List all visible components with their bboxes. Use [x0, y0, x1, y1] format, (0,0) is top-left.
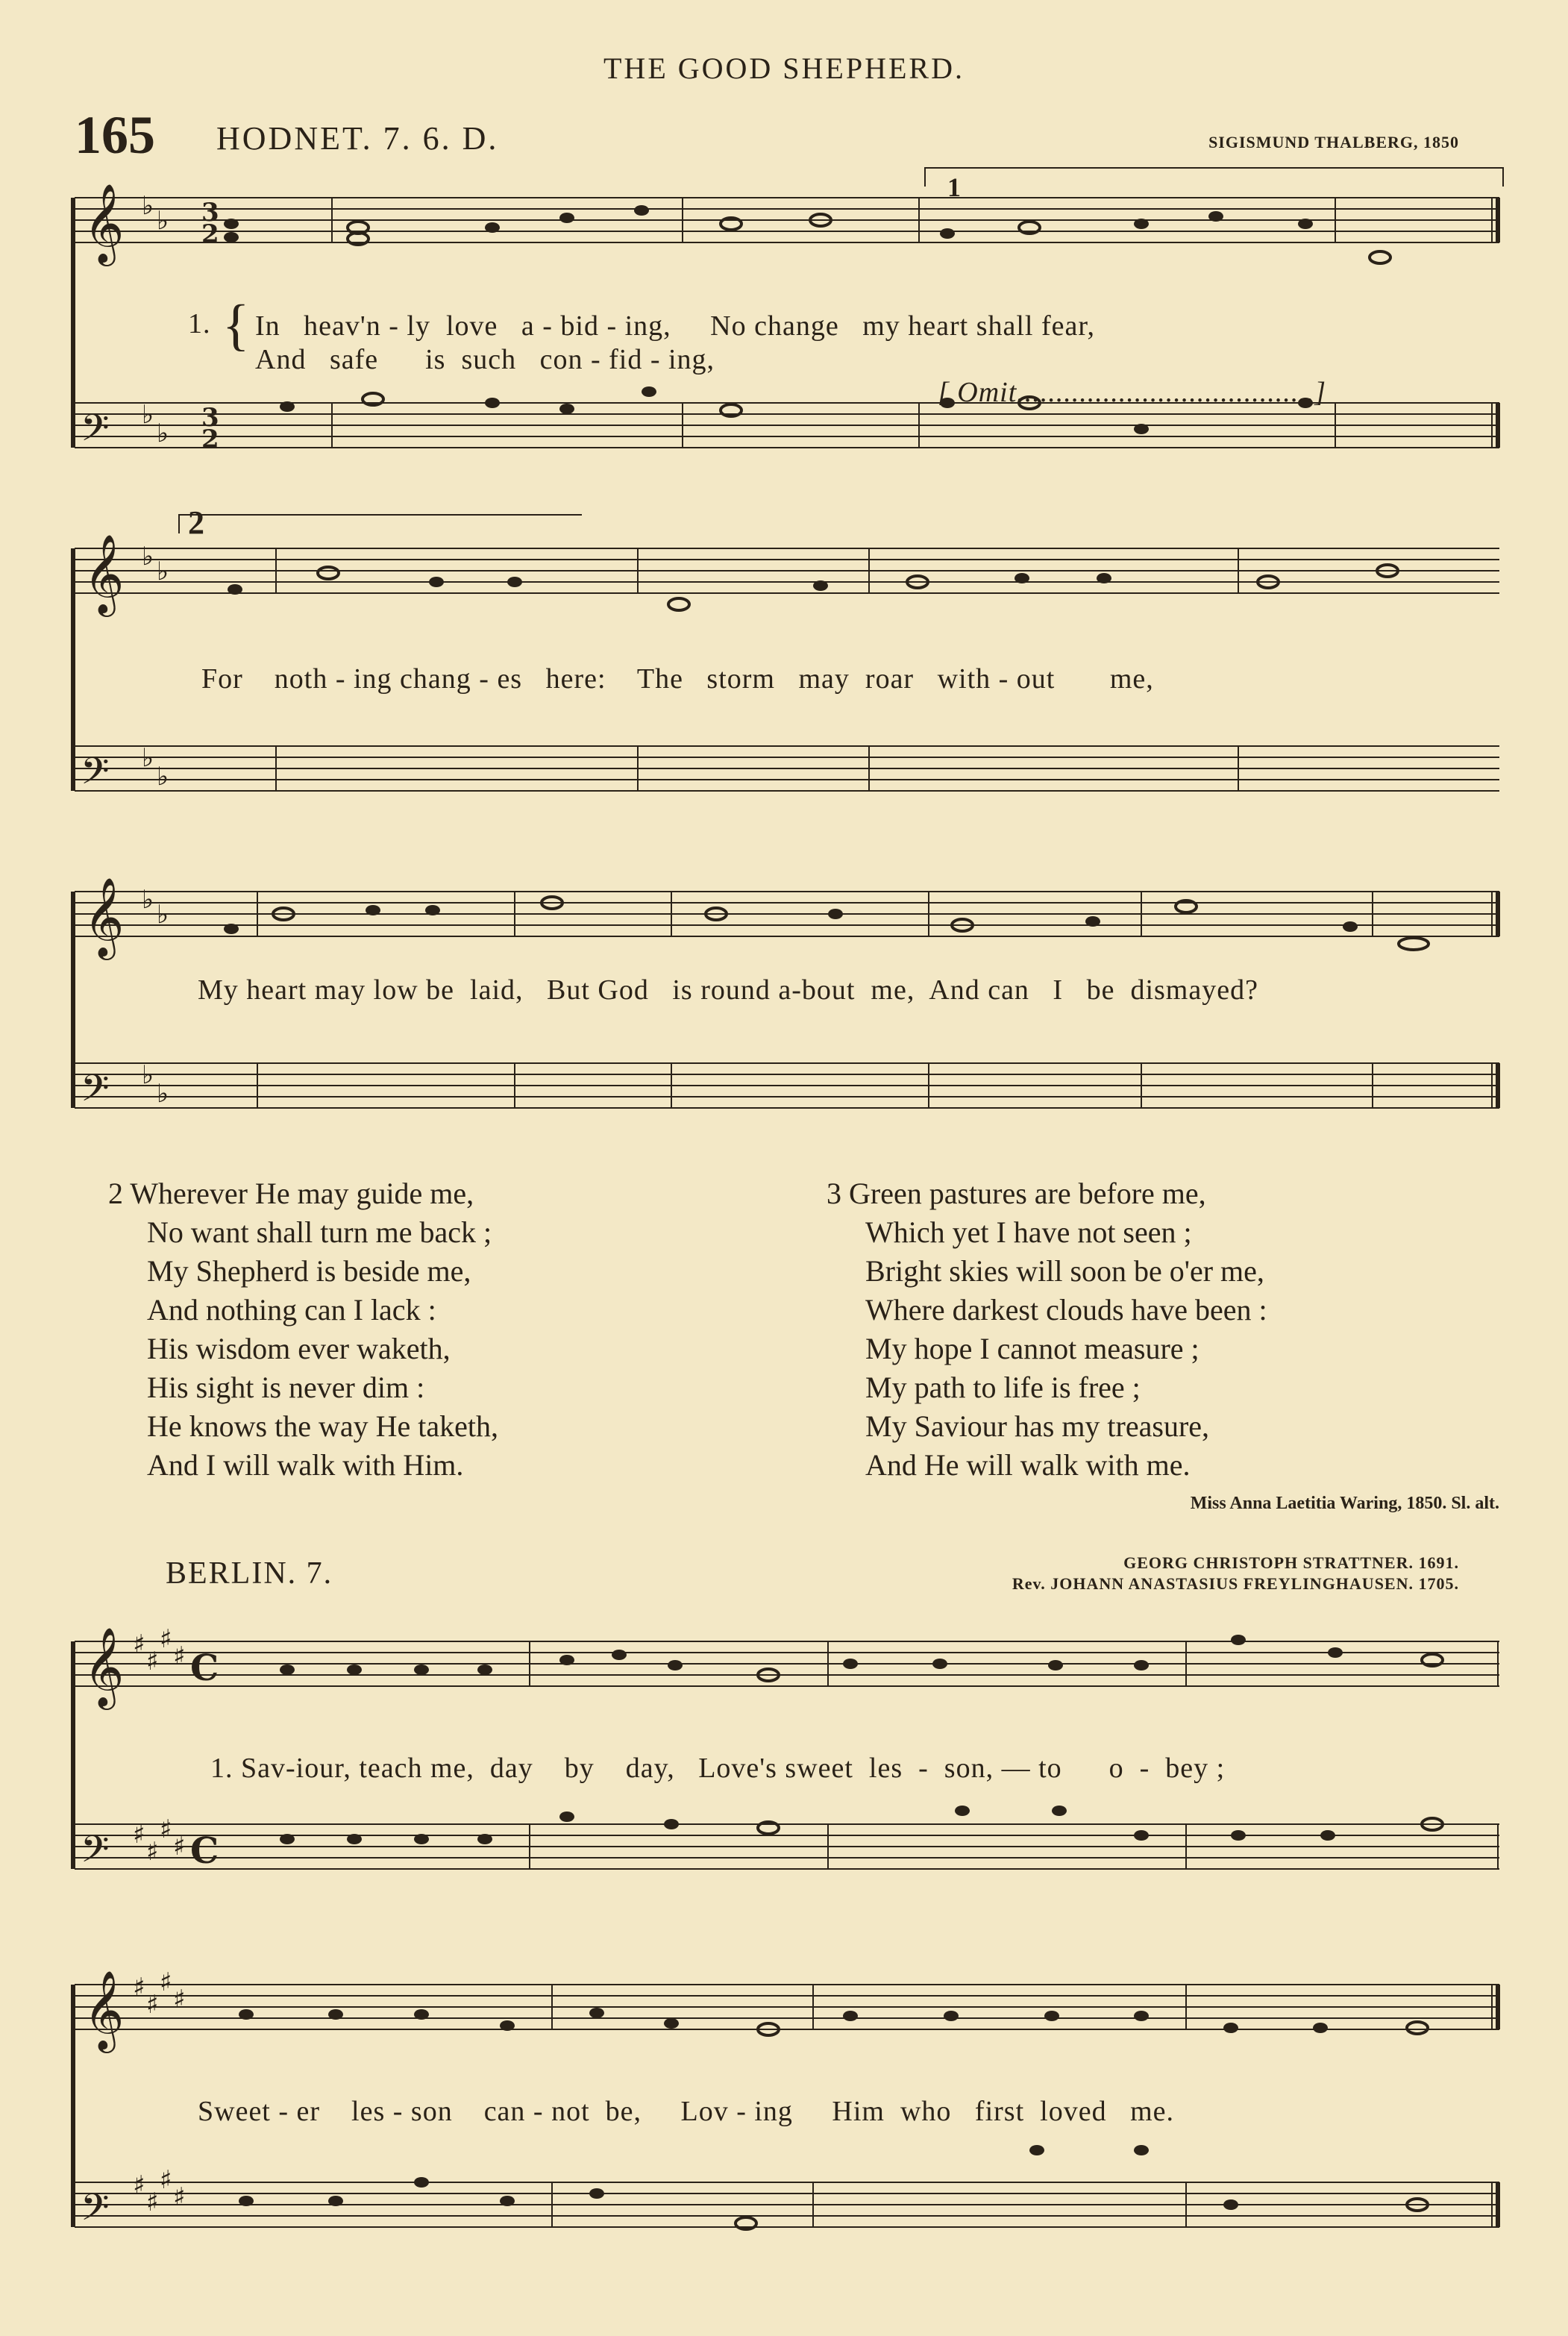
ending-2-label: 2 [188, 504, 204, 541]
svg-text:♯: ♯ [146, 1647, 159, 1676]
svg-text:3: 3 [201, 198, 219, 228]
verse-3-line: Which yet I have not seen ; [865, 1215, 1192, 1249]
svg-text:3: 3 [201, 403, 219, 433]
berlin-lyrics-1: 1. Sav-iour, teach me, day by day, Love's sweet les - son, — to o - bey ; [210, 1753, 1226, 1784]
treble-clef-icon: 𝄞 [84, 1626, 125, 1706]
svg-text:2: 2 [201, 425, 219, 454]
time-signatures [190, 198, 219, 1872]
svg-text:C: C [190, 1647, 219, 1689]
treble-clef-icon: 𝄞 [84, 533, 125, 613]
svg-text:♯: ♯ [173, 1641, 186, 1671]
final-bar-lines [1492, 198, 1498, 2227]
berlin-credit-1: GEORG CHRISTOPH STRATTNER. 1691. [1123, 1553, 1459, 1572]
system-3-bass [75, 1063, 1499, 1108]
bass-clef-icon: 𝄢 [81, 750, 110, 802]
tune-title-berlin: BERLIN. 7. [166, 1556, 333, 1591]
svg-text:♯: ♯ [133, 1973, 145, 2002]
system-1-treble [75, 198, 1499, 242]
bass-clef-icon: 𝄢 [81, 407, 110, 459]
svg-text:♭: ♭ [157, 1079, 169, 1109]
svg-text:♯: ♯ [160, 2165, 172, 2195]
svg-text:♯: ♯ [133, 1820, 145, 1850]
verse-2 [108, 1174, 498, 1485]
verse-3-line: My Saviour has my treasure, [865, 1409, 1210, 1443]
page-heading: THE GOOD SHEPHERD. [603, 51, 965, 85]
svg-text:2: 2 [201, 219, 219, 249]
lyrics-system-1-line-1: In heav'n - ly love a - bid - ing, No change my heart shall fear, [255, 310, 1095, 342]
svg-text:♭: ♭ [157, 762, 169, 792]
bass-clef-icon: 𝄢 [81, 1828, 110, 1880]
svg-text:♭: ♭ [142, 542, 154, 572]
lyrics-system-2: For noth - ing chang - es here: The storm may roar with - out me, [201, 663, 1154, 695]
verse-3-line: Bright skies will soon be o'er me, [865, 1254, 1264, 1288]
omit-marker [922, 343, 1326, 409]
berlin-lyrics-2: Sweet - er les - son can - not be, Lov - ing Him who first loved me. [198, 2096, 1174, 2127]
berlin-system-1-treble [75, 1641, 1499, 1686]
svg-text:♭: ♭ [157, 206, 169, 236]
verse-2-line: No want shall turn me back ; [147, 1215, 492, 1249]
verse-3-line: My path to life is free ; [865, 1371, 1141, 1404]
system-2-treble [75, 548, 1499, 593]
svg-text:♯: ♯ [160, 1624, 172, 1654]
verse-2-line: My Shepherd is beside me, [147, 1254, 471, 1288]
svg-text:♯: ♯ [160, 1814, 172, 1844]
author-credit: Miss Anna Laetitia Waring, 1850. Sl. alt. [1190, 1494, 1499, 1513]
hymn-number: 165 [75, 105, 155, 165]
verse-2-line: His sight is never dim : [147, 1371, 425, 1404]
system-3-treble [75, 892, 1499, 936]
svg-text:♭: ♭ [157, 557, 169, 586]
svg-text:♯: ♯ [133, 2170, 145, 2200]
verse-number-1: 1. [188, 308, 211, 339]
svg-text:♭: ♭ [157, 419, 169, 448]
svg-text:♯: ♯ [160, 1967, 172, 1997]
svg-text:♭: ♭ [142, 743, 154, 773]
ending-1-label: 1 [947, 172, 961, 202]
lyric-brace-left: { [222, 294, 250, 357]
verse-2-line: And I will walk with Him. [147, 1448, 464, 1482]
bass-clef-icon: 𝄢 [81, 2186, 110, 2238]
composer-credit: SIGISMUND THALBERG, 1850 [1208, 133, 1459, 151]
verse-2-line: His wisdom ever waketh, [147, 1332, 451, 1365]
svg-text:C: C [190, 1830, 219, 1872]
verse-3-line: And He will walk with me. [865, 1448, 1191, 1482]
omit-fill: ...................................... [1017, 377, 1315, 408]
berlin-system-2-bass [75, 2182, 1499, 2227]
svg-text:♯: ♯ [173, 1832, 186, 1861]
svg-text:♯: ♯ [173, 2182, 186, 2212]
svg-text:♭: ♭ [142, 1060, 154, 1090]
svg-text:♯: ♯ [146, 1837, 159, 1867]
treble-clef-icon: 𝄞 [84, 877, 125, 956]
omit-close: ] [1314, 377, 1327, 408]
verse-2-line: He knows the way He taketh, [147, 1409, 498, 1443]
lyrics-system-3: My heart may low be laid, But God is round a-bout me, And can I be dismayed? [198, 974, 1258, 1006]
verse-3-line: My hope I cannot measure ; [865, 1332, 1199, 1365]
berlin-system-2-treble [75, 1985, 1499, 2029]
berlin-system-1-bass [75, 1824, 1499, 1869]
lyrics-system-1-line-2: And safe is such con - fid - ing, [255, 344, 715, 375]
svg-text:♭: ♭ [142, 191, 154, 221]
treble-clef-icon: 𝄞 [84, 183, 125, 263]
svg-text:♭: ♭ [142, 885, 154, 915]
system-2-bass [75, 746, 1499, 791]
verse-2-line: 2 Wherever He may guide me, [108, 1177, 474, 1210]
svg-text:♭: ♭ [157, 900, 169, 930]
svg-text:♯: ♯ [173, 1985, 186, 2014]
svg-text:♯: ♯ [146, 2188, 159, 2217]
berlin-credit-2: Rev. JOHANN ANASTASIUS FREYLINGHAUSEN. 1705. [1012, 1574, 1459, 1593]
omit-label: [ Omit [938, 377, 1017, 408]
verse-3-line: Where darkest clouds have been : [865, 1293, 1267, 1327]
verse-2-line: And nothing can I lack : [147, 1293, 436, 1327]
treble-clef-icon: 𝄞 [84, 1970, 125, 2050]
verse-3-line: 3 Green pastures are before me, [827, 1177, 1206, 1210]
verse-3 [827, 1174, 1267, 1485]
bass-clef-icon: 𝄢 [81, 1067, 110, 1119]
svg-text:♭: ♭ [142, 400, 154, 430]
tune-title-hodnet: HODNET. 7. 6. D. [216, 120, 499, 157]
svg-text:♯: ♯ [146, 1990, 159, 2020]
svg-text:♯: ♯ [133, 1629, 145, 1659]
